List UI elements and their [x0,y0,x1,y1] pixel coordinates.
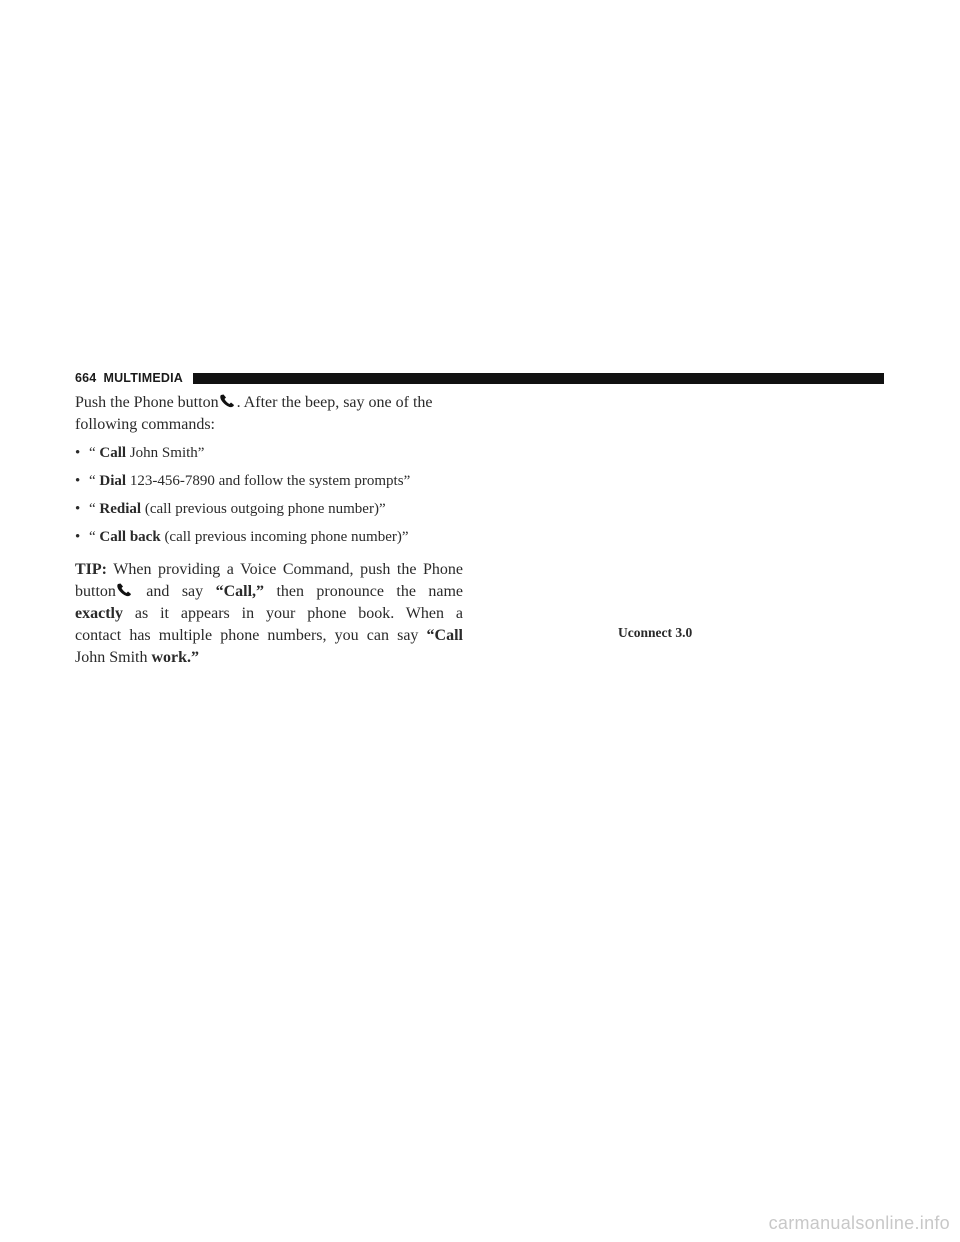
command-rest: (call previous outgoing phone number)” [141,501,386,517]
intro-text-1: Push the Phone button [75,394,219,411]
tip-keyword: “Call [426,627,463,644]
intro-text-3: following commands: [75,416,215,433]
intro-paragraph [75,392,463,436]
bullet: • [75,473,81,489]
command-rest: (call previous incoming phone number)” [160,529,409,545]
tip-text: contact has multiple phone numbers, you can say [75,627,427,644]
list-item [75,471,463,491]
command-rest: John Smith” [126,445,205,461]
command-list [75,443,463,547]
command-keyword: Redial [99,501,142,517]
quote-open: “ [89,501,100,517]
tip-keyword: work.” [151,649,200,666]
tip-text: When providing a Voice Command, push the Phone [107,561,463,578]
figure-caption: Uconnect 3.0 [618,625,693,640]
intro-text-2: . After the beep, say one of the [236,394,433,411]
watermark: carmanualsonline.info [768,1213,950,1233]
list-item [75,499,463,519]
tip-label: TIP: [75,561,107,578]
tip-text: and say [133,583,216,600]
page-header [75,371,884,385]
section-title: MULTIMEDIA [103,371,184,385]
list-item [75,527,463,547]
header-rule [193,373,884,384]
command-rest: 123-456-7890 and follow the system prompts” [126,473,411,489]
bullet: • [75,501,81,517]
main-column [75,392,463,669]
command-keyword: Call [99,445,127,461]
quote-open: “ [89,445,100,461]
command-keyword: Call back [99,529,161,545]
bullet: • [75,529,81,545]
tip-text: then pronounce the name [264,583,463,600]
bullet: • [75,445,81,461]
tip-keyword: exactly [75,605,123,622]
page-number: 664 [75,371,97,385]
tip-text: John Smith [75,649,152,666]
tip-paragraph [75,559,463,669]
tip-keyword: “Call,” [215,583,265,600]
command-keyword: Dial [99,473,127,489]
tip-text: as it appears in your phone book. When a [122,605,463,622]
list-item [75,443,463,463]
quote-open: “ [89,473,100,489]
tip-text: button [75,583,116,600]
phone-handset-icon [219,394,235,408]
phone-handset-icon [116,583,132,597]
quote-open: “ [89,529,100,545]
